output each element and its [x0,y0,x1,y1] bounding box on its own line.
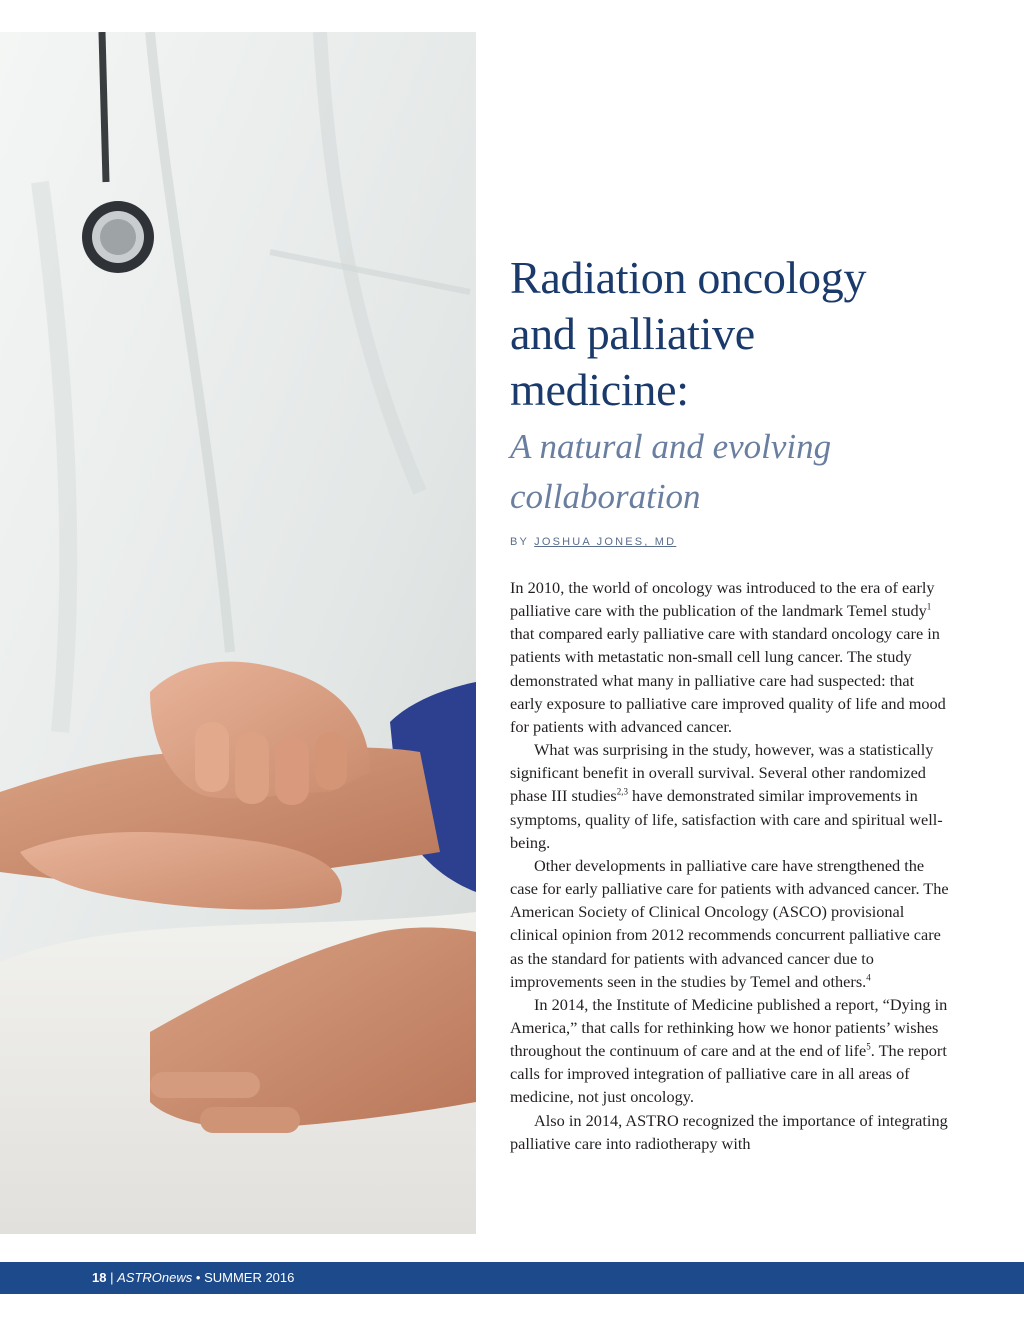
paragraph [510,1109,950,1155]
byline [510,536,950,548]
article [510,250,950,1155]
article-title [510,250,950,418]
paragraph-text: Also in 2014, ASTRO recognized the importance of integrating palliative care into radiotherapy with [510,1110,948,1153]
article-subtitle [510,422,950,522]
footer-separator: | [110,1270,114,1285]
byline-prefix: BY [510,536,529,548]
issue-label: SUMMER 2016 [204,1270,295,1285]
paragraph-text: What was surprising in the study, however, was a statistically significant benefit in overall survival. Several other randomized phase III studies [510,740,934,806]
subtitle-line: collaboration [510,477,701,516]
page-footer [0,1262,1024,1294]
paragraph [510,993,950,1109]
title-line: medicine: [510,364,689,415]
paragraph [510,576,950,738]
paragraph-text: have demonstrated similar improvements in symptoms, quality of life, satisfaction with care and spiritual well-being. [510,786,943,852]
footer-bullet: • [195,1270,201,1285]
subtitle-line: A natural and evolving [510,427,832,466]
paragraph [510,738,950,854]
title-line: Radiation oncology [510,252,867,303]
citation: 4 [866,972,871,983]
article-photo [0,32,476,1234]
citation: 1 [926,601,932,612]
paragraph-text: In 2014, the Institute of Medicine published a report, “Dying in America,” that calls for rethinking how we honor patients’ wishes throughout the continuum of care and at the end of life [510,994,948,1061]
citation: 5 [866,1041,871,1052]
citation: 2,3 [616,786,628,797]
paragraph-text: that compared early palliative care with standard oncology care in patients with metastatic non-small cell lung cancer. The study demonstrated what many in palliative care had suspected: that early exposure to palliative care improved quality of life and mood for patients with advanced cancer. [510,624,946,736]
title-line: and palliative [510,308,755,359]
paragraph [510,854,950,993]
article-body [510,576,950,1155]
author-link[interactable]: JOSHUA JONES, MD [534,536,677,548]
paragraph-text: . The report calls for improved integration of palliative care in all areas of medicine, not just oncology. [510,1041,947,1107]
paragraph-text: Other developments in palliative care have strengthened the case for early palliative care for patients with advanced cancer. The American Society of Clinical Oncology (ASCO) provisional clinical opinion from 2012 recommends concurrent palliative care as the standard for patients with advanced cancer due to improvements seen in the studies by Temel and others. [510,855,949,991]
doctor-patient-hands-illustration [0,32,476,1234]
publication-name: ASTROnews [117,1270,193,1285]
paragraph-text: In 2010, the world of oncology was introduced to the era of early palliative care with the publication of the landmark Temel study [510,578,935,621]
page-number: 18 [92,1270,107,1285]
